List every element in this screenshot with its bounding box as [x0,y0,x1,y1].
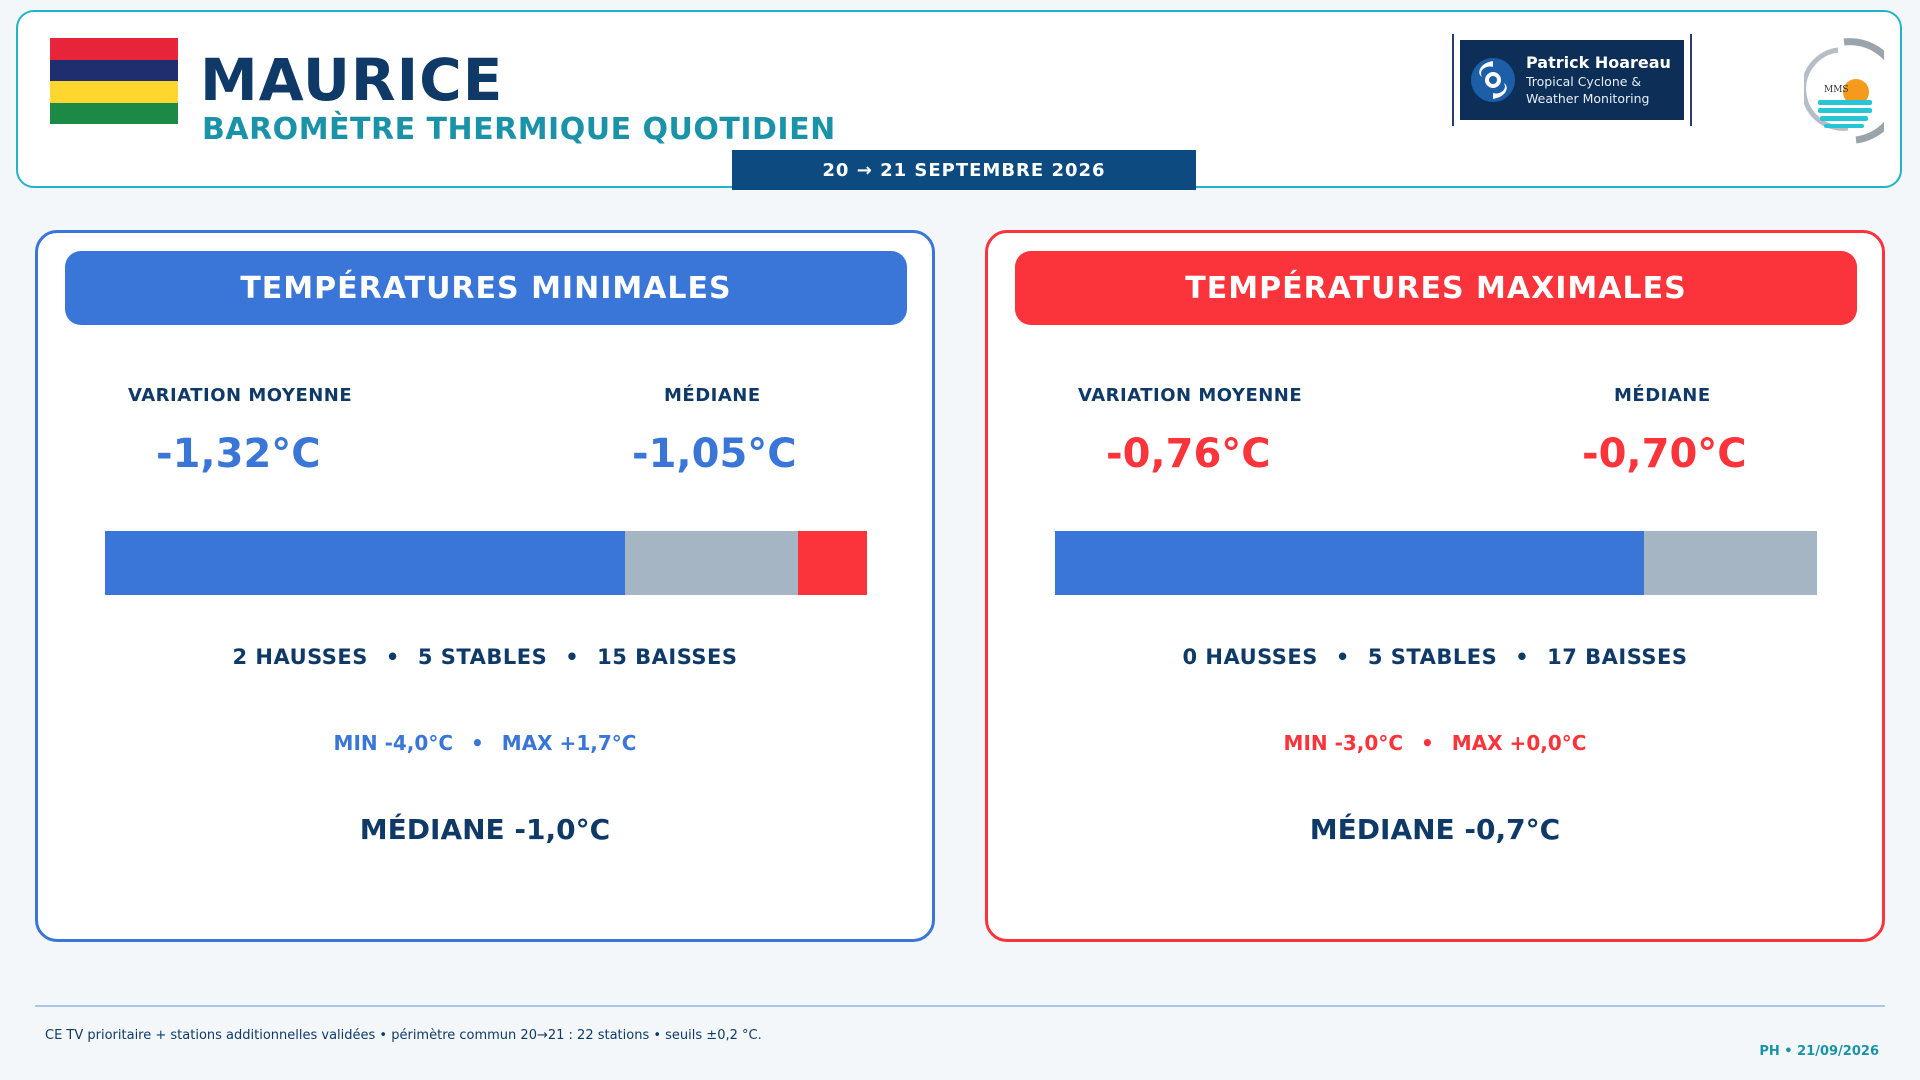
count-hausses: 2 HAUSSES [232,645,368,669]
bar-segment-stables [625,531,798,595]
median-label: MÉDIANE [1614,385,1711,406]
bar-segment-baisses [1055,531,1644,595]
min-max-range [988,731,1882,755]
mean-variation-value: -0,76°C [1106,431,1271,477]
panel-max-title: TEMPÉRATURES MAXIMALES [1015,251,1857,325]
cyclone-icon [1468,55,1518,105]
mms-logo-icon [1804,34,1884,154]
page-subtitle: BAROMÈTRE THERMIQUE QUOTIDIEN [202,112,836,147]
min-value: MIN -3,0°C [1283,731,1403,755]
partner-tagline-1: Tropical Cyclone & [1526,74,1642,89]
count-stables: 5 STABLES [1367,645,1498,669]
separator-dot: • [1421,731,1434,755]
median-summary: MÉDIANE -1,0°C [359,813,611,846]
count-baisses: 15 BAISSES [597,645,738,669]
mean-variation-value: -1,32°C [156,431,321,477]
flag-stripe-red [50,38,178,60]
separator-dot: • [385,645,400,669]
bar-segment-stables [1644,531,1817,595]
page-title: MAURICE [200,46,504,114]
distribution-bar [1055,531,1817,595]
partner-name: Patrick Hoareau [1526,53,1671,72]
date-range-banner: 20 → 21 SEPTEMBRE 2026 [732,150,1196,190]
median-summary: MÉDIANE -0,7°C [1309,813,1561,846]
partner-logo [1452,34,1692,126]
panel-min-temperatures [35,230,935,942]
counts-summary [38,645,932,669]
separator-dot: • [1335,645,1350,669]
flag-stripe-blue [50,60,178,82]
partner-tagline-2: Weather Monitoring [1526,91,1650,106]
mean-variation-label: VARIATION MOYENNE [128,385,353,406]
separator-dot: • [1515,645,1530,669]
footer-divider [35,1005,1885,1007]
mauritius-flag [50,38,178,124]
mms-logo-text: MMS [1824,85,1849,95]
flag-stripe-yellow [50,81,178,103]
median-value: -1,05°C [632,431,797,477]
panel-min-title: TEMPÉRATURES MINIMALES [65,251,907,325]
count-stables: 5 STABLES [417,645,548,669]
bar-segment-hausses [798,531,867,595]
max-value: MAX +1,7°C [501,731,637,755]
bar-segment-baisses [105,531,625,595]
footer-note: CE TV prioritaire + stations additionnelles validées • périmètre commun 20→21 : 22 stations • seuils ±0,2 °C. [45,1028,762,1043]
header-card [16,10,1902,188]
mean-variation-label: VARIATION MOYENNE [1078,385,1303,406]
min-max-range [38,731,932,755]
median-label: MÉDIANE [664,385,761,406]
median-value: -0,70°C [1582,431,1747,477]
footer-signature: PH • 21/09/2026 [1759,1044,1879,1059]
min-value: MIN -4,0°C [333,731,453,755]
flag-stripe-green [50,103,178,125]
count-baisses: 17 BAISSES [1547,645,1688,669]
counts-summary [988,645,1882,669]
distribution-bar [105,531,867,595]
separator-dot: • [471,731,484,755]
panel-max-temperatures [985,230,1885,942]
count-hausses: 0 HAUSSES [1182,645,1318,669]
separator-dot: • [565,645,580,669]
max-value: MAX +0,0°C [1451,731,1587,755]
